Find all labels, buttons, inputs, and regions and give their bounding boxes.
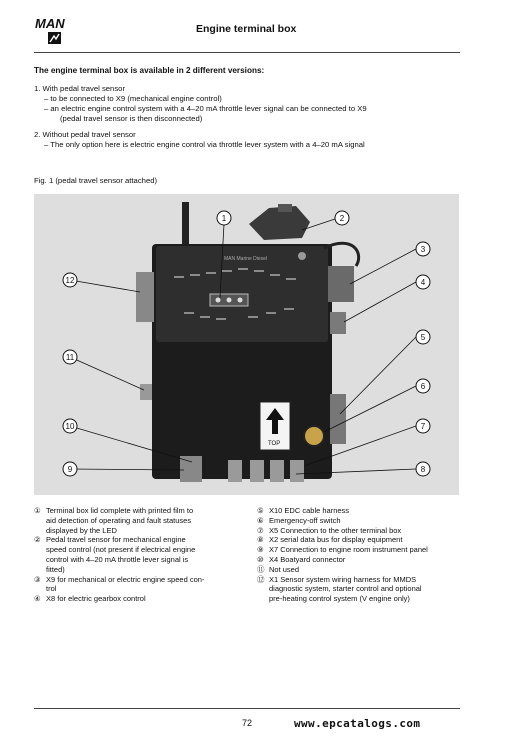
legend-item: ⑥ Emergency-off switch: [257, 515, 341, 525]
legend-item: ④ X8 for electric gearbox control: [34, 594, 146, 604]
callout-10: 10: [65, 422, 75, 431]
callout-3: 3: [420, 245, 426, 254]
legend-item: ⑫ X1 Sensor system wiring harness for MMDS: [257, 574, 417, 584]
page-title: Engine terminal box: [196, 23, 297, 35]
callout-7: 7: [420, 422, 426, 431]
legend-left: [34, 506, 204, 604]
version-line: (pedal travel sensor is then disconnected): [60, 114, 203, 123]
panel-brand-label: MAN Marine Diesel: [224, 256, 268, 262]
callout-4: 4: [420, 278, 426, 287]
legend-item: ② Pedal travel sensor for mechanical engine: [34, 535, 186, 545]
intro-text: The engine terminal box is available in 2 different versions:: [34, 66, 265, 75]
legend-item: diagnostic system, starter control and optional: [269, 584, 422, 594]
legend-right: [257, 506, 428, 604]
version-line: – The only option here is electric engine control via throttle lever system with a 4–20 mA signal: [44, 140, 365, 149]
callout-6: 6: [420, 382, 426, 391]
legend-item: ⑪ Not used: [257, 564, 300, 574]
legend-item: aid detection of operating and fault statuses: [46, 515, 192, 525]
version-line: 1. With pedal travel sensor: [34, 84, 126, 93]
svg-text:MAN: MAN: [35, 16, 65, 31]
legend-item: ⑨ X7 Connection to engine room instrument panel: [257, 545, 428, 555]
legend-item: ③ X9 for mechanical or electric engine speed con-: [34, 574, 205, 584]
callout-8: 8: [420, 465, 426, 474]
legend-item: fitted): [46, 564, 65, 574]
website-link[interactable]: www.epcatalogs.com: [294, 717, 421, 730]
legend-item: ⑦ X5 Connection to the other terminal box: [257, 525, 402, 535]
callout-2: 2: [339, 214, 345, 223]
top-plate-label: TOP: [268, 441, 281, 447]
legend-item: speed control (not present if electrical engine: [46, 545, 196, 555]
callout-9: 9: [67, 465, 73, 474]
page-number: 72: [242, 718, 253, 728]
legend-item: ⑧ X2 serial data bus for display equipment: [257, 535, 403, 545]
footer-divider: [34, 708, 460, 709]
version-line: 2. Without pedal travel sensor: [34, 130, 136, 139]
callout-12: 12: [65, 276, 75, 285]
figure-caption: Fig. 1 (pedal travel sensor attached): [34, 176, 158, 185]
legend-item: ⑤ X10 EDC cable harness: [257, 506, 350, 515]
callout-5: 5: [420, 333, 426, 342]
legend-item: ⑩ X4 Boatyard connector: [257, 554, 346, 564]
callout-1: 1: [221, 214, 227, 223]
legend-item: displayed by the LED: [46, 525, 117, 535]
legend-item: control with 4–20 mA throttle lever signal is: [46, 554, 189, 564]
man-logo: [34, 14, 74, 48]
legend-item: trol: [46, 584, 57, 594]
version-line: – an electric engine control system with a 4–20 mA throttle lever signal can be connected to X9: [44, 104, 367, 113]
legend-item: ① Terminal box lid complete with printed film to: [34, 506, 194, 515]
header-divider: [34, 52, 460, 53]
terminal-box-photo: [34, 194, 459, 495]
callout-11: 11: [65, 353, 75, 362]
legend-item: pre-heating control system (V engine only): [269, 594, 410, 604]
version-line: – to be connected to X9 (mechanical engine control): [44, 94, 222, 103]
